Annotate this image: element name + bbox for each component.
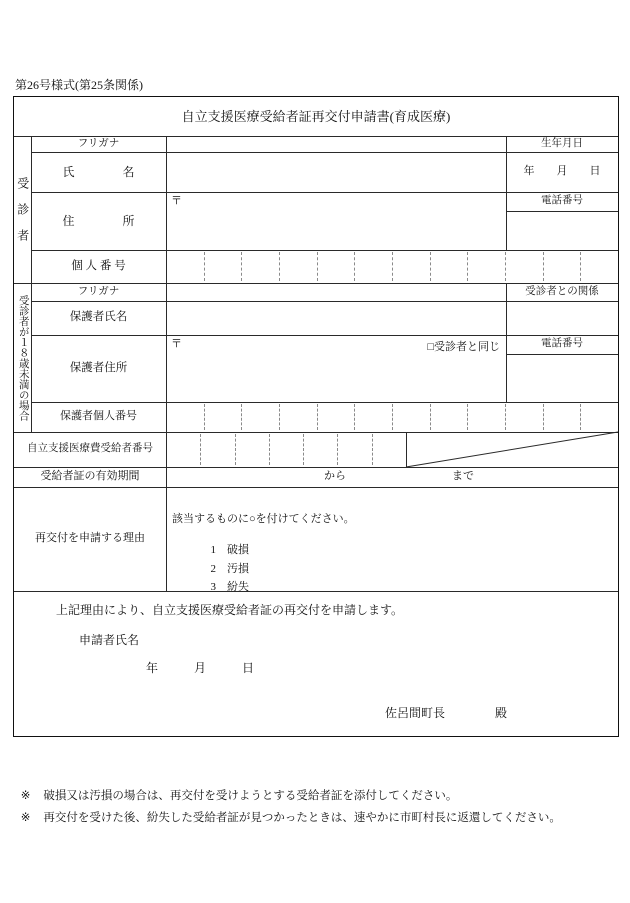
cell-divider-line	[467, 404, 468, 430]
cell-divider-line	[543, 404, 544, 430]
reason-option-number: 1	[210, 544, 216, 557]
cell-divider-line	[235, 434, 236, 465]
guardian-relation-field[interactable]	[506, 301, 618, 335]
patient-personal-number-cells[interactable]	[166, 250, 618, 283]
cell-divider-line	[467, 252, 468, 281]
patient-furigana-field[interactable]	[166, 136, 506, 152]
cell-divider-line	[317, 252, 318, 281]
application-date-line[interactable]: 年 月 日	[146, 661, 255, 675]
divider-line	[14, 591, 618, 592]
guardian-name-label: 保護者氏名	[69, 311, 128, 324]
form-number: 第26号様式(第25条関係)	[15, 78, 143, 92]
guardian-address-label: 保護者住所	[69, 361, 128, 374]
postal-mark-icon: 〒	[171, 195, 182, 207]
form-title: 自立支援医療受給者証再交付申請書(育成医療)	[181, 108, 451, 124]
cell-divider-line	[505, 404, 506, 430]
same-as-patient-checkbox[interactable]: □受診者と同じ	[427, 341, 500, 353]
cell-divider-line	[392, 404, 393, 430]
recipient-number-cells[interactable]	[166, 432, 406, 467]
cell-divider-line	[392, 252, 393, 281]
guardian-section-side-label: 受診者が１８歳未満の場合	[17, 294, 29, 421]
cell-divider-line	[543, 252, 544, 281]
declaration-statement: 上記理由により、自立支援医療受給者証の再交付を申請します。	[56, 603, 404, 617]
applicant-name-field[interactable]	[149, 627, 449, 649]
addressee-line	[373, 692, 507, 735]
cell-divider-line	[269, 434, 270, 465]
reason-option-number: 3	[210, 581, 216, 594]
validity-period-field[interactable]	[166, 467, 618, 487]
cell-divider-line	[279, 404, 280, 430]
cell-divider-line	[372, 434, 373, 465]
cell-divider-line	[354, 404, 355, 430]
reason-option-text: 破損	[227, 544, 249, 557]
application-form-table	[13, 96, 619, 737]
cell-divider-line	[505, 252, 506, 281]
patient-personal-number-label: 個 人 番 号	[71, 259, 126, 272]
cell-divider-line	[430, 252, 431, 281]
guardian-address-field[interactable]	[166, 335, 506, 402]
cell-divider-line	[200, 434, 201, 465]
patient-address-label: 住 所	[62, 213, 135, 228]
cell-divider-line	[204, 404, 205, 430]
cell-divider-line	[337, 434, 338, 465]
patient-address-field[interactable]	[166, 192, 506, 250]
patient-phone-field[interactable]	[506, 211, 618, 250]
cell-divider-line	[241, 404, 242, 430]
guardian-furigana-label: フリガナ	[77, 285, 120, 297]
guardian-phone-label: 電話番号	[541, 338, 583, 350]
footnote-marker: ※	[20, 789, 31, 802]
reason-option-3[interactable]	[194, 568, 249, 608]
diagonal-strike-line	[406, 432, 618, 467]
reason-option-text: 紛失	[227, 581, 249, 594]
patient-name-label: 氏 名	[62, 164, 135, 179]
guardian-personal-number-cells[interactable]	[166, 402, 618, 432]
cell-divider-line	[303, 434, 304, 465]
patient-name-field[interactable]	[166, 152, 506, 192]
applicant-name-label: 申請者氏名	[79, 633, 140, 647]
recipient-number-label: 自立支援医療費受給者番号	[27, 443, 153, 455]
cell-divider-line	[354, 252, 355, 281]
footnote-text: 再交付を受けた後、紛失した受給者証が見つかったときは、速やかに市町村長に返還してください。	[43, 811, 561, 824]
reason-option-text: 汚損	[227, 563, 249, 576]
guardian-phone-field[interactable]	[506, 354, 618, 402]
patient-birthdate-field[interactable]: 年 月 日	[523, 165, 601, 178]
cell-divider-line	[204, 252, 205, 281]
cell-divider-line	[580, 404, 581, 430]
validity-period-label: 受給者証の有効期間	[40, 470, 140, 483]
patient-phone-label: 電話番号	[541, 195, 583, 207]
addressee-name: 佐呂間町長	[385, 706, 446, 721]
postal-mark-icon: 〒	[171, 338, 182, 350]
patient-furigana-label: フリガナ	[77, 137, 120, 149]
guardian-furigana-field[interactable]	[166, 283, 506, 301]
cell-divider-line	[580, 252, 581, 281]
reason-label: 再交付を申請する理由	[35, 532, 145, 545]
footnote-text: 破損又は汚損の場合は、再交付を受けようとする受給者証を添付してください。	[43, 789, 458, 802]
reason-option-number: 2	[210, 563, 216, 576]
cell-divider-line	[430, 404, 431, 430]
guardian-name-field[interactable]	[166, 301, 506, 335]
reason-instruction: 該当するものに○を付けてください。	[172, 513, 355, 525]
guardian-personal-number-label: 保護者個人番号	[60, 410, 137, 423]
patient-birthdate-label: 生年月日	[541, 137, 583, 149]
cell-divider-line	[317, 404, 318, 430]
validity-to-text: まで	[452, 470, 474, 482]
patient-section-side-label: 受 診 者	[15, 177, 30, 242]
addressee-honorific: 殿	[495, 706, 508, 721]
footnote-marker: ※	[20, 811, 31, 824]
reason-field	[166, 487, 618, 594]
cell-divider-line	[241, 252, 242, 281]
cell-divider-line	[279, 252, 280, 281]
footnote-2	[15, 798, 561, 826]
validity-from-text: から	[324, 470, 346, 482]
guardian-relation-label: 受診者との関係	[525, 285, 599, 297]
